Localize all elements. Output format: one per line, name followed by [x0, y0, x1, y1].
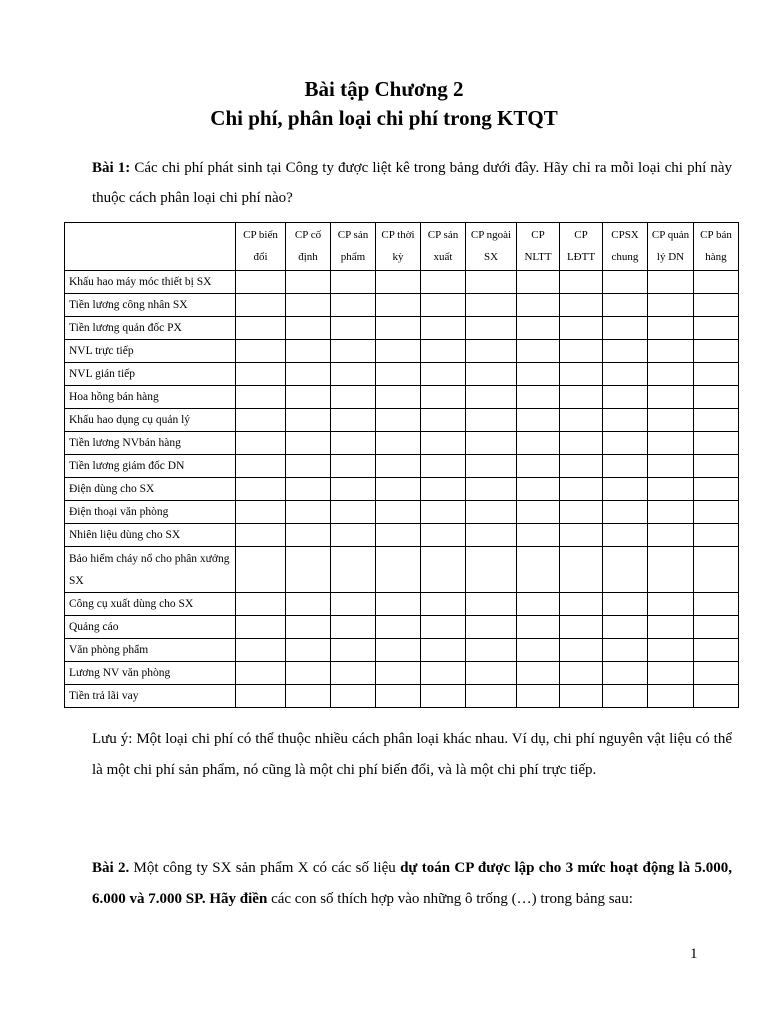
table-row — [65, 363, 739, 386]
answer-cell[interactable] — [648, 271, 694, 294]
exercise-1-text: Các chi phí phát sinh tại Công ty được liệt kê trong bảng dưới đây. Hãy chỉ ra mỗi loại chi phí này thuộc cách phân loại chi phí nào? — [92, 160, 732, 206]
answer-cell[interactable] — [466, 340, 517, 363]
answer-cell[interactable] — [603, 524, 648, 547]
answer-cell[interactable] — [466, 363, 517, 386]
column-header: CP biến đổi — [236, 223, 286, 271]
answer-cell[interactable] — [286, 386, 331, 409]
answer-cell[interactable] — [286, 409, 331, 432]
row-label: NVL trực tiếp — [65, 340, 236, 363]
answer-cell[interactable] — [517, 478, 560, 501]
table-body — [65, 271, 739, 708]
answer-cell[interactable] — [603, 432, 648, 455]
answer-cell[interactable] — [331, 593, 376, 616]
table-row — [65, 662, 739, 685]
row-label: Khấu hao dụng cụ quản lý — [65, 409, 236, 432]
answer-cell[interactable] — [517, 639, 560, 662]
answer-cell[interactable] — [517, 685, 560, 708]
exercise-2-text-a: Một công ty SX sản phẩm X có các số liệu — [129, 860, 401, 876]
answer-cell[interactable] — [466, 478, 517, 501]
answer-cell[interactable] — [331, 340, 376, 363]
answer-cell[interactable] — [421, 317, 466, 340]
answer-cell[interactable] — [648, 386, 694, 409]
answer-cell[interactable] — [236, 294, 286, 317]
answer-cell[interactable] — [421, 294, 466, 317]
column-header: CP quản lý DN — [648, 223, 694, 271]
answer-cell[interactable] — [331, 294, 376, 317]
answer-cell[interactable] — [421, 432, 466, 455]
answer-cell[interactable] — [331, 271, 376, 294]
answer-cell[interactable] — [286, 340, 331, 363]
answer-cell[interactable] — [694, 294, 739, 317]
answer-cell[interactable] — [376, 271, 421, 294]
answer-cell[interactable] — [560, 363, 603, 386]
answer-cell[interactable] — [286, 639, 331, 662]
table-row — [65, 294, 739, 317]
answer-cell[interactable] — [376, 317, 421, 340]
answer-cell[interactable] — [286, 662, 331, 685]
answer-cell[interactable] — [560, 317, 603, 340]
answer-cell[interactable] — [421, 409, 466, 432]
answer-cell[interactable] — [466, 409, 517, 432]
row-label: Tiền trả lãi vay — [65, 685, 236, 708]
table-row — [65, 478, 739, 501]
answer-cell[interactable] — [648, 616, 694, 639]
answer-cell[interactable] — [331, 409, 376, 432]
row-label: Văn phòng phẩm — [65, 639, 236, 662]
answer-cell[interactable] — [331, 363, 376, 386]
answer-cell[interactable] — [286, 455, 331, 478]
answer-cell[interactable] — [694, 271, 739, 294]
answer-cell[interactable] — [236, 409, 286, 432]
exercise-2-text-c: các con số thích hợp vào những ô trống (…) trong bảng sau: — [267, 891, 633, 907]
answer-cell[interactable] — [466, 616, 517, 639]
answer-cell[interactable] — [236, 363, 286, 386]
answer-cell[interactable] — [560, 478, 603, 501]
row-label: Nhiên liệu dùng cho SX — [65, 524, 236, 547]
answer-cell[interactable] — [466, 501, 517, 524]
answer-cell[interactable] — [517, 271, 560, 294]
answer-cell[interactable] — [603, 271, 648, 294]
answer-cell[interactable] — [603, 340, 648, 363]
answer-cell[interactable] — [236, 524, 286, 547]
answer-cell[interactable] — [603, 547, 648, 593]
answer-cell[interactable] — [286, 317, 331, 340]
page-title-line2: Chi phí, phân loại chi phí trong KTQT — [210, 106, 558, 130]
answer-cell[interactable] — [517, 386, 560, 409]
answer-cell[interactable] — [648, 524, 694, 547]
answer-cell[interactable] — [466, 524, 517, 547]
answer-cell[interactable] — [421, 340, 466, 363]
answer-cell[interactable] — [376, 363, 421, 386]
table-row — [65, 685, 739, 708]
row-label: Tiền lương giám đốc DN — [65, 455, 236, 478]
row-label: Khấu hao máy móc thiết bị SX — [65, 271, 236, 294]
column-header: CP NLTT — [517, 223, 560, 271]
answer-cell[interactable] — [560, 593, 603, 616]
answer-cell[interactable] — [560, 662, 603, 685]
row-label: Bảo hiểm cháy nổ cho phân xưởng SX — [65, 547, 236, 593]
table-header-empty-cell — [65, 223, 236, 271]
answer-cell[interactable] — [376, 547, 421, 593]
answer-cell[interactable] — [286, 501, 331, 524]
answer-cell[interactable] — [560, 685, 603, 708]
exercise-2-text-bold: dự toán CP được lập cho 3 mức hoạt động là 5.000, 6.000 và 7.000 SP. Hãy điền — [92, 860, 732, 907]
answer-cell[interactable] — [694, 501, 739, 524]
answer-cell[interactable] — [648, 685, 694, 708]
row-label: Điện dùng cho SX — [65, 478, 236, 501]
answer-cell[interactable] — [376, 409, 421, 432]
answer-cell[interactable] — [694, 317, 739, 340]
table-row — [65, 524, 739, 547]
answer-cell[interactable] — [560, 616, 603, 639]
answer-cell[interactable] — [560, 455, 603, 478]
answer-cell[interactable] — [603, 501, 648, 524]
answer-cell[interactable] — [331, 478, 376, 501]
answer-cell[interactable] — [286, 616, 331, 639]
answer-cell[interactable] — [560, 547, 603, 593]
answer-cell[interactable] — [694, 547, 739, 593]
table-row — [65, 501, 739, 524]
answer-cell[interactable] — [560, 340, 603, 363]
answer-cell[interactable] — [421, 271, 466, 294]
answer-cell[interactable] — [694, 616, 739, 639]
answer-cell[interactable] — [694, 363, 739, 386]
answer-cell[interactable] — [694, 524, 739, 547]
answer-cell[interactable] — [694, 409, 739, 432]
exercise-1-label: Bài 1: — [92, 160, 131, 176]
answer-cell[interactable] — [517, 317, 560, 340]
answer-cell[interactable] — [694, 432, 739, 455]
answer-cell[interactable] — [331, 317, 376, 340]
answer-cell[interactable] — [286, 524, 331, 547]
answer-cell[interactable] — [331, 547, 376, 593]
answer-cell[interactable] — [331, 501, 376, 524]
answer-cell[interactable] — [603, 593, 648, 616]
answer-cell[interactable] — [421, 593, 466, 616]
row-label: Tiền lương NVbán hàng — [65, 432, 236, 455]
page-number: 1 — [690, 946, 698, 962]
answer-cell[interactable] — [648, 501, 694, 524]
answer-cell[interactable] — [236, 386, 286, 409]
answer-cell[interactable] — [694, 340, 739, 363]
answer-cell[interactable] — [376, 340, 421, 363]
column-header: CP ngoài SX — [466, 223, 517, 271]
answer-cell[interactable] — [466, 455, 517, 478]
answer-cell[interactable] — [603, 317, 648, 340]
answer-cell[interactable] — [236, 639, 286, 662]
answer-cell[interactable] — [376, 639, 421, 662]
column-header: CP sản xuất — [421, 223, 466, 271]
answer-cell[interactable] — [286, 547, 331, 593]
answer-cell[interactable] — [517, 340, 560, 363]
answer-cell[interactable] — [331, 386, 376, 409]
answer-cell[interactable] — [376, 662, 421, 685]
answer-cell[interactable] — [466, 386, 517, 409]
answer-cell[interactable] — [421, 616, 466, 639]
cost-classification-table — [64, 222, 739, 708]
answer-cell[interactable] — [517, 455, 560, 478]
answer-cell[interactable] — [648, 593, 694, 616]
answer-cell[interactable] — [466, 294, 517, 317]
answer-cell[interactable] — [648, 639, 694, 662]
answer-cell[interactable] — [421, 363, 466, 386]
answer-cell[interactable] — [517, 294, 560, 317]
answer-cell[interactable] — [560, 432, 603, 455]
answer-cell[interactable] — [236, 478, 286, 501]
answer-cell[interactable] — [466, 639, 517, 662]
answer-cell[interactable] — [236, 616, 286, 639]
answer-cell[interactable] — [286, 432, 331, 455]
column-header: CP sản phẩm — [331, 223, 376, 271]
answer-cell[interactable] — [560, 386, 603, 409]
answer-cell[interactable] — [421, 501, 466, 524]
answer-cell[interactable] — [421, 547, 466, 593]
answer-cell[interactable] — [648, 547, 694, 593]
row-label: NVL gián tiếp — [65, 363, 236, 386]
answer-cell[interactable] — [421, 685, 466, 708]
answer-cell[interactable] — [694, 478, 739, 501]
table-header-row — [65, 223, 739, 271]
column-header: CP bán hàng — [694, 223, 739, 271]
answer-cell[interactable] — [648, 294, 694, 317]
answer-cell[interactable] — [648, 317, 694, 340]
answer-cell[interactable] — [236, 662, 286, 685]
answer-cell[interactable] — [466, 271, 517, 294]
answer-cell[interactable] — [517, 662, 560, 685]
answer-cell[interactable] — [286, 363, 331, 386]
page-title-line1: Bài tập Chương 2 — [304, 77, 464, 101]
answer-cell[interactable] — [376, 386, 421, 409]
answer-cell[interactable] — [236, 271, 286, 294]
answer-cell[interactable] — [286, 478, 331, 501]
answer-cell[interactable] — [466, 593, 517, 616]
answer-cell[interactable] — [603, 478, 648, 501]
answer-cell[interactable] — [376, 432, 421, 455]
answer-cell[interactable] — [603, 616, 648, 639]
table-row — [65, 639, 739, 662]
answer-cell[interactable] — [694, 593, 739, 616]
answer-cell[interactable] — [421, 455, 466, 478]
answer-cell[interactable] — [603, 639, 648, 662]
column-header: CP thời kỳ — [376, 223, 421, 271]
answer-cell[interactable] — [560, 524, 603, 547]
table-row — [65, 317, 739, 340]
answer-cell[interactable] — [648, 363, 694, 386]
answer-cell[interactable] — [421, 524, 466, 547]
answer-cell[interactable] — [286, 593, 331, 616]
answer-cell[interactable] — [517, 547, 560, 593]
answer-cell[interactable] — [331, 432, 376, 455]
row-label: Lương NV văn phòng — [65, 662, 236, 685]
answer-cell[interactable] — [331, 616, 376, 639]
answer-cell[interactable] — [694, 685, 739, 708]
answer-cell[interactable] — [648, 662, 694, 685]
answer-cell[interactable] — [466, 432, 517, 455]
row-label: Quảng cáo — [65, 616, 236, 639]
table-row — [65, 593, 739, 616]
answer-cell[interactable] — [236, 455, 286, 478]
table-row — [65, 455, 739, 478]
row-label: Điện thoại văn phòng — [65, 501, 236, 524]
answer-cell[interactable] — [466, 685, 517, 708]
answer-cell[interactable] — [560, 271, 603, 294]
answer-cell[interactable] — [421, 478, 466, 501]
exercise-2-label: Bài 2. — [92, 860, 130, 876]
answer-cell[interactable] — [466, 547, 517, 593]
table-row — [65, 340, 739, 363]
table-row — [65, 547, 739, 593]
answer-cell[interactable] — [286, 294, 331, 317]
answer-cell[interactable] — [517, 524, 560, 547]
answer-cell[interactable] — [236, 340, 286, 363]
answer-cell[interactable] — [376, 593, 421, 616]
table-row — [65, 409, 739, 432]
answer-cell[interactable] — [648, 409, 694, 432]
answer-cell[interactable] — [517, 363, 560, 386]
answer-cell[interactable] — [376, 616, 421, 639]
answer-cell[interactable] — [466, 317, 517, 340]
answer-cell[interactable] — [376, 685, 421, 708]
answer-cell[interactable] — [694, 455, 739, 478]
answer-cell[interactable] — [376, 524, 421, 547]
answer-cell[interactable] — [376, 501, 421, 524]
answer-cell[interactable] — [236, 547, 286, 593]
answer-cell[interactable] — [236, 432, 286, 455]
answer-cell[interactable] — [694, 639, 739, 662]
answer-cell[interactable] — [517, 409, 560, 432]
answer-cell[interactable] — [331, 524, 376, 547]
answer-cell[interactable] — [603, 386, 648, 409]
row-label: Tiền lương công nhân SX — [65, 294, 236, 317]
answer-cell[interactable] — [648, 340, 694, 363]
table-row — [65, 271, 739, 294]
note-paragraph: Lưu ý: Một loại chi phí có thể thuộc nhiều cách phân loại khác nhau. Ví dụ, chi phí nguyên vật liệu có thể là một chi phí sản phẩm, nó cũng là một chi phí biến đổi, và là một chi phí trực tiếp. — [92, 731, 732, 778]
answer-cell[interactable] — [560, 501, 603, 524]
answer-cell[interactable] — [603, 294, 648, 317]
answer-cell[interactable] — [466, 662, 517, 685]
answer-cell[interactable] — [694, 386, 739, 409]
answer-cell[interactable] — [286, 685, 331, 708]
answer-cell[interactable] — [517, 593, 560, 616]
answer-cell[interactable] — [236, 685, 286, 708]
row-label: Công cụ xuất dùng cho SX — [65, 593, 236, 616]
column-header: CPSX chung — [603, 223, 648, 271]
answer-cell[interactable] — [376, 478, 421, 501]
answer-cell[interactable] — [603, 685, 648, 708]
answer-cell[interactable] — [603, 455, 648, 478]
answer-cell[interactable] — [517, 501, 560, 524]
column-header: CP LĐTT — [560, 223, 603, 271]
answer-cell[interactable] — [376, 455, 421, 478]
answer-cell[interactable] — [648, 455, 694, 478]
answer-cell[interactable] — [331, 685, 376, 708]
answer-cell[interactable] — [376, 294, 421, 317]
answer-cell[interactable] — [421, 662, 466, 685]
column-header: CP cố định — [286, 223, 331, 271]
answer-cell[interactable] — [421, 386, 466, 409]
answer-cell[interactable] — [236, 501, 286, 524]
exercise-2-prompt — [92, 853, 732, 915]
row-label: Tiền lương quản đốc PX — [65, 317, 236, 340]
answer-cell[interactable] — [236, 317, 286, 340]
answer-cell[interactable] — [286, 271, 331, 294]
answer-cell[interactable] — [603, 662, 648, 685]
answer-cell[interactable] — [331, 639, 376, 662]
answer-cell[interactable] — [694, 662, 739, 685]
answer-cell[interactable] — [560, 409, 603, 432]
table-row — [65, 616, 739, 639]
answer-cell[interactable] — [603, 409, 648, 432]
answer-cell[interactable] — [603, 363, 648, 386]
answer-cell[interactable] — [331, 662, 376, 685]
answer-cell[interactable] — [648, 478, 694, 501]
answer-cell[interactable] — [560, 294, 603, 317]
answer-cell[interactable] — [517, 616, 560, 639]
exercise-1-prompt — [92, 153, 732, 213]
row-label: Hoa hồng bán hàng — [65, 386, 236, 409]
answer-cell[interactable] — [560, 639, 603, 662]
answer-cell[interactable] — [331, 455, 376, 478]
answer-cell[interactable] — [517, 432, 560, 455]
table-row — [65, 386, 739, 409]
table-row — [65, 432, 739, 455]
answer-cell[interactable] — [648, 432, 694, 455]
answer-cell[interactable] — [421, 639, 466, 662]
answer-cell[interactable] — [236, 593, 286, 616]
